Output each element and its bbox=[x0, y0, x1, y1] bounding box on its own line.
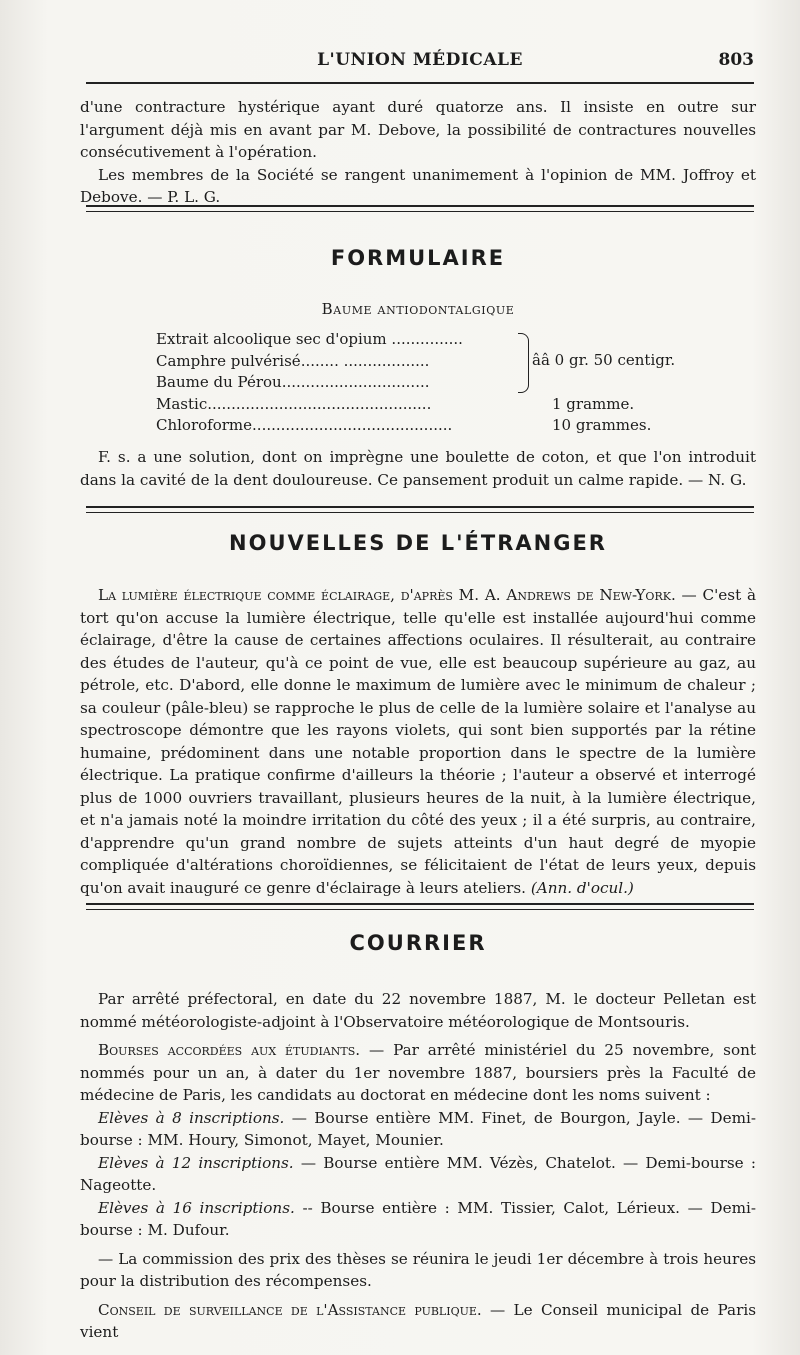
ingredient-dots: .......................................... bbox=[252, 416, 453, 434]
nouvelles-article bbox=[80, 584, 756, 899]
conseil-body: — Le Conseil municipal de Paris vient bbox=[80, 1300, 756, 1341]
formula-row bbox=[156, 415, 756, 437]
section-divider bbox=[86, 903, 754, 910]
ingredient-name: Mastic bbox=[156, 394, 208, 413]
header-rule bbox=[86, 82, 754, 84]
ingredient-quantity: 10 grammes. bbox=[552, 416, 652, 434]
nouvelles-title: NOUVELLES DE L'ÉTRANGER bbox=[229, 531, 607, 555]
formulaire-title: FORMULAIRE bbox=[330, 246, 506, 270]
courrier-section bbox=[80, 988, 756, 1344]
ingredient-quantity: 1 gramme. bbox=[552, 394, 635, 413]
section-divider bbox=[86, 506, 754, 513]
ingredient-dots: ........ .................. bbox=[300, 351, 430, 370]
eleves-16-label: Elèves à 16 inscriptions. bbox=[98, 1198, 295, 1217]
formula-table bbox=[156, 329, 756, 437]
grouping-brace bbox=[518, 333, 529, 393]
eleves-8-body: — Bourse entière MM. Finet, de Bourgon, Jayle. — Demi-bourse : MM. Houry, Simonot, Mayet, Mounier. bbox=[80, 1108, 756, 1149]
eleves-12-body: — Bourse entière MM. Vézès, Chatelot. — Demi-bourse : Nageotte. bbox=[80, 1153, 756, 1194]
courrier-title: COURRIER bbox=[349, 931, 487, 955]
eleves-16-paragraph bbox=[80, 1197, 756, 1242]
formula-instructions: F. s. a une solution, dont on imprègne une boulette de coton, et que l'on introduit dans la cavité de la dent douloureuse. Ce pansement produit un calme rapide. — N. G. bbox=[80, 448, 756, 489]
bourses-lead: Bourses accordées aux étudiants. bbox=[98, 1041, 361, 1059]
bourses-paragraph bbox=[80, 1039, 756, 1107]
section-divider bbox=[86, 205, 754, 212]
intro-section bbox=[80, 96, 756, 209]
ingredient-name: Extrait alcoolique sec d'opium bbox=[156, 330, 387, 348]
ingredient-name: Baume du Pérou bbox=[156, 373, 282, 391]
running-title: L'UNION MÉDICALE bbox=[317, 50, 523, 70]
bourses-body: — Par arrêté ministériel du 25 novembre, sont nommés pour un an, à dater du 1er novembre 1887, boursiers près la Faculté de médecine de Paris, les candidats au doctorat en médecine dont les noms suivent : bbox=[80, 1041, 756, 1104]
article-body: — C'est à tort qu'on accuse la lumière électrique, telle qu'elle est installée aujourd'hui comme éclairage, d'être la cause de certaines affections oculaires. Il résulterait, au contraire des études de l'auteur, qu'à ce point de vue, elle est beaucoup supérieure au gaz, au pétrole, etc. D'abord, elle donne le maximum de lumière avec le minimum de chaleur ; sa couleur (pâle-bleu) se rapproche le plus de celle de la lumière solaire et l'analyse au spectroscope démontre que les rayons violets, qui sont bien supportés par la rétine humaine, prédominent dans une notable proportion dans le spectre de la lumière électrique. La pratique confirme d'ailleurs la théorie ; l'auteur a observé et interrogé plus de 1000 ouvriers travaillant, plusieurs heures de la nuit, à la lumière électrique, et n'a jamais noté la moindre irritation du côté des yeux ; il a été surpris, au contraire, d'apprendre qu'un grand nombre de sujets atteints d'un haut degré de myopie compliquée d'altérations choroïdiennes, se félicitaient de l'état de leurs yeux, depuis qu'on avait inauguré ce genre d'éclairage à leurs ateliers. bbox=[80, 586, 756, 897]
formula-subtitle: Baume antiodontalgique bbox=[321, 300, 515, 318]
eleves-8-paragraph bbox=[80, 1107, 756, 1152]
grouped-quantity: ââ 0 gr. 50 centigr. bbox=[532, 351, 676, 369]
page-header bbox=[86, 48, 754, 76]
intro-conclusion: Les membres de la Société se rangent unanimement à l'opinion de MM. Joffroy et Debove. — P. L. G. bbox=[80, 165, 756, 206]
formula-row bbox=[156, 372, 756, 394]
eleves-8-label: Elèves à 8 inscriptions. bbox=[98, 1108, 285, 1127]
courrier-announcement: Par arrêté préfectoral, en date du 22 novembre 1887, M. le docteur Pelletan est nommé météorologiste-adjoint à l'Observatoire météorologique de Montsouris. bbox=[80, 990, 756, 1031]
intro-paragraph: d'une contracture hystérique ayant duré quatorze ans. Il insiste en outre sur l'argument déjà mis en avant par M. Debove, la possibilité de contractures nouvelles consécutivement à l'opération. bbox=[80, 98, 756, 161]
ingredient-dots: ............................... bbox=[281, 373, 430, 391]
article-source: (Ann. d'ocul.) bbox=[530, 878, 634, 897]
ingredient-name: Chloroforme bbox=[156, 416, 253, 434]
article-lead: La lumière électrique comme éclairage, d'après M. A. Andrews de New-York. bbox=[98, 586, 676, 604]
conseil-lead: Conseil de surveillance de l'Assistance publique. bbox=[98, 1300, 482, 1319]
ingredient-name: Camphre pulvérisé bbox=[156, 351, 301, 370]
eleves-12-label: Elèves à 12 inscriptions. bbox=[98, 1153, 294, 1172]
ingredient-dots: ............................................... bbox=[207, 394, 432, 413]
page-number: 803 bbox=[718, 50, 754, 70]
conseil-paragraph bbox=[80, 1299, 756, 1344]
formula-row bbox=[156, 329, 756, 351]
eleves-16-body: -- Bourse entière : MM. Tissier, Calot, Lérieux. — Demi-bourse : M. Dufour. bbox=[80, 1198, 756, 1239]
commission-paragraph: — La commission des prix des thèses se réunira le jeudi 1er décembre à trois heures pour la distribution des récompenses. bbox=[80, 1249, 756, 1290]
eleves-12-paragraph bbox=[80, 1152, 756, 1197]
formula-row bbox=[156, 394, 756, 416]
ingredient-dots: ............... bbox=[391, 330, 463, 348]
